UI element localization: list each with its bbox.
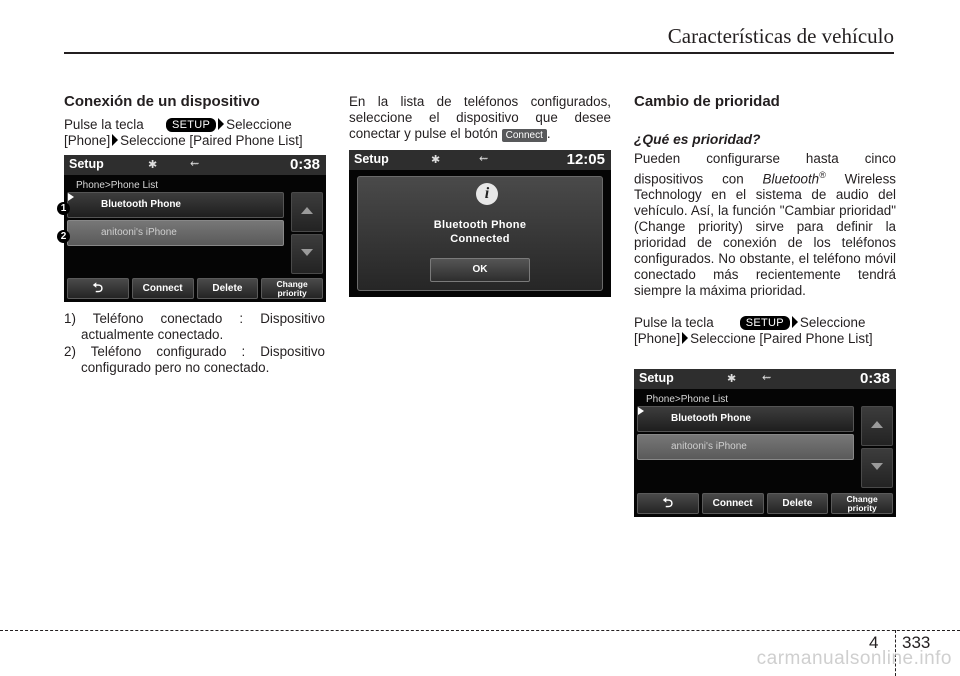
screen-clock: 12:05 — [566, 151, 605, 168]
connect-instruction — [349, 94, 611, 142]
scroll-up-button[interactable] — [291, 192, 323, 232]
instruction-line-1 — [634, 315, 896, 331]
screen-clock: 0:38 — [859, 370, 890, 387]
phone-row-connected[interactable] — [67, 192, 284, 218]
subheading-what-is-priority: ¿Qué es prioridad? — [634, 132, 761, 147]
connect-button[interactable]: Connect — [132, 278, 194, 299]
screen-title: Setup — [69, 157, 104, 171]
scroll-down-button[interactable] — [861, 448, 893, 488]
play-icon — [68, 193, 74, 201]
priority-description — [634, 151, 896, 299]
screen-breadcrumb: Phone>Phone List — [646, 394, 729, 405]
running-header: Características de vehículo — [667, 24, 894, 48]
callout-badge-2: 2 — [57, 230, 70, 243]
paragraph-text: Wireless Technology en el sistema de audio del vehículo. Así, la función "Cambiar prioridad" (Change priority) sirve para definir la prioridad de conexión de los teléfonos configurados. No obstante, el teléfono móvil conectado más recientemente tendrá siempre la máxima prioridad. — [634, 171, 896, 299]
connect-button[interactable]: Connect — [702, 493, 764, 514]
instruction-text: Pulse la tecla — [64, 117, 144, 132]
setup-key: SETUP — [166, 118, 216, 132]
button-label: priority — [277, 288, 307, 298]
ok-button[interactable]: OK — [430, 258, 530, 282]
connected-popup-screen — [349, 150, 611, 297]
bluetooth-icon: ✱ — [727, 373, 737, 385]
screen-breadcrumb: Phone>Phone List — [76, 180, 159, 191]
note-item: 2) Teléfono configurado : Dispositivo configurado pero no conectado. — [64, 344, 325, 375]
usb-icon: ⇜ — [479, 153, 489, 165]
instruction-text: [Phone] — [634, 331, 681, 347]
delete-button[interactable]: Delete — [197, 278, 259, 299]
instruction-text: Seleccione [Paired Phone List] — [690, 331, 873, 347]
delete-button[interactable]: Delete — [767, 493, 829, 514]
chevron-down-icon — [301, 249, 313, 256]
back-arrow-icon: ⮌ — [662, 495, 674, 510]
column-1 — [64, 94, 325, 149]
play-icon — [638, 407, 644, 415]
column-2 — [349, 94, 611, 142]
info-icon: i — [476, 183, 498, 205]
dialog-message: Connected — [450, 233, 510, 245]
arrow-right-icon — [218, 118, 224, 130]
screen-title: Setup — [639, 371, 674, 385]
section-heading-connect: Conexión de un dispositivo — [64, 93, 260, 110]
back-arrow-icon: ⮌ — [92, 280, 104, 295]
connected-dialog — [357, 176, 603, 291]
scroll-up-button[interactable] — [861, 406, 893, 446]
chapter-number: 4 — [869, 633, 879, 652]
phone-row-label: Bluetooth Phone — [101, 199, 181, 210]
instruction-text: Pulse la tecla — [634, 315, 714, 331]
usb-icon: ⇜ — [190, 158, 200, 170]
phone-row-connected[interactable] — [637, 406, 854, 432]
bluetooth-icon: ✱ — [148, 159, 158, 171]
instruction-text: . — [546, 126, 551, 141]
button-label: priority — [847, 503, 877, 513]
chevron-up-icon — [301, 207, 313, 214]
phone-row-paired[interactable] — [67, 220, 284, 246]
instruction-text: Seleccione — [799, 315, 866, 331]
instruction-line-2 — [634, 331, 896, 347]
header-rule — [64, 52, 894, 54]
section-heading-priority: Cambio de prioridad — [634, 93, 780, 110]
notes-list — [64, 311, 325, 376]
phone-row-label: Bluetooth Phone — [671, 413, 751, 424]
instruction-text: [Phone] — [64, 133, 111, 148]
paragraph-text: Pueden configurarse hasta cinco dispositivos con — [634, 151, 896, 187]
brand-name: Bluetooth — [762, 171, 820, 187]
arrow-right-icon — [112, 134, 118, 146]
arrow-right-icon — [682, 332, 688, 344]
instruction-text: En la lista de teléfonos configurados, seleccione el dispositivo que desee conectar y pulse el botón — [349, 94, 611, 141]
change-priority-button[interactable] — [261, 278, 323, 299]
phone-row-paired[interactable] — [637, 434, 854, 460]
back-button[interactable] — [67, 278, 129, 299]
registered-mark: ® — [819, 170, 826, 180]
screen-button-bar — [67, 278, 323, 299]
instruction-line-2 — [64, 133, 325, 149]
back-button[interactable] — [637, 493, 699, 514]
screen-title: Setup — [354, 152, 389, 166]
note-item: 1) Teléfono conectado : Dispositivo actualmente conectado. — [64, 311, 325, 342]
arrow-right-icon — [792, 316, 798, 328]
screen-clock: 0:38 — [289, 156, 320, 173]
phone-row-label: anitooni's iPhone — [101, 227, 177, 238]
usb-icon: ⇜ — [762, 372, 772, 384]
button-label: Change — [846, 494, 878, 504]
column-3 — [634, 94, 896, 347]
callout-badge-1: 1 — [57, 202, 70, 215]
instruction-text: Seleccione — [226, 117, 292, 132]
connect-key: Connect — [502, 129, 547, 142]
phone-list-screen-2 — [634, 369, 896, 517]
page-number: 333 — [902, 633, 931, 652]
phone-row-label: anitooni's iPhone — [671, 441, 747, 452]
phone-list-screen — [64, 155, 326, 302]
setup-key: SETUP — [740, 316, 790, 330]
chevron-down-icon — [871, 463, 883, 470]
watermark: carmanualsonline.info — [756, 648, 952, 669]
button-label: Change — [276, 279, 308, 289]
bluetooth-icon: ✱ — [431, 154, 441, 166]
change-priority-button[interactable] — [831, 493, 893, 514]
dialog-message: Bluetooth Phone — [433, 219, 527, 231]
instruction-text: Seleccione [Paired Phone List] — [120, 133, 303, 148]
scroll-down-button[interactable] — [291, 234, 323, 274]
chevron-up-icon — [871, 421, 883, 428]
screen-button-bar — [637, 493, 893, 514]
instruction-line-1 — [64, 117, 325, 133]
footer-rule — [0, 630, 960, 631]
